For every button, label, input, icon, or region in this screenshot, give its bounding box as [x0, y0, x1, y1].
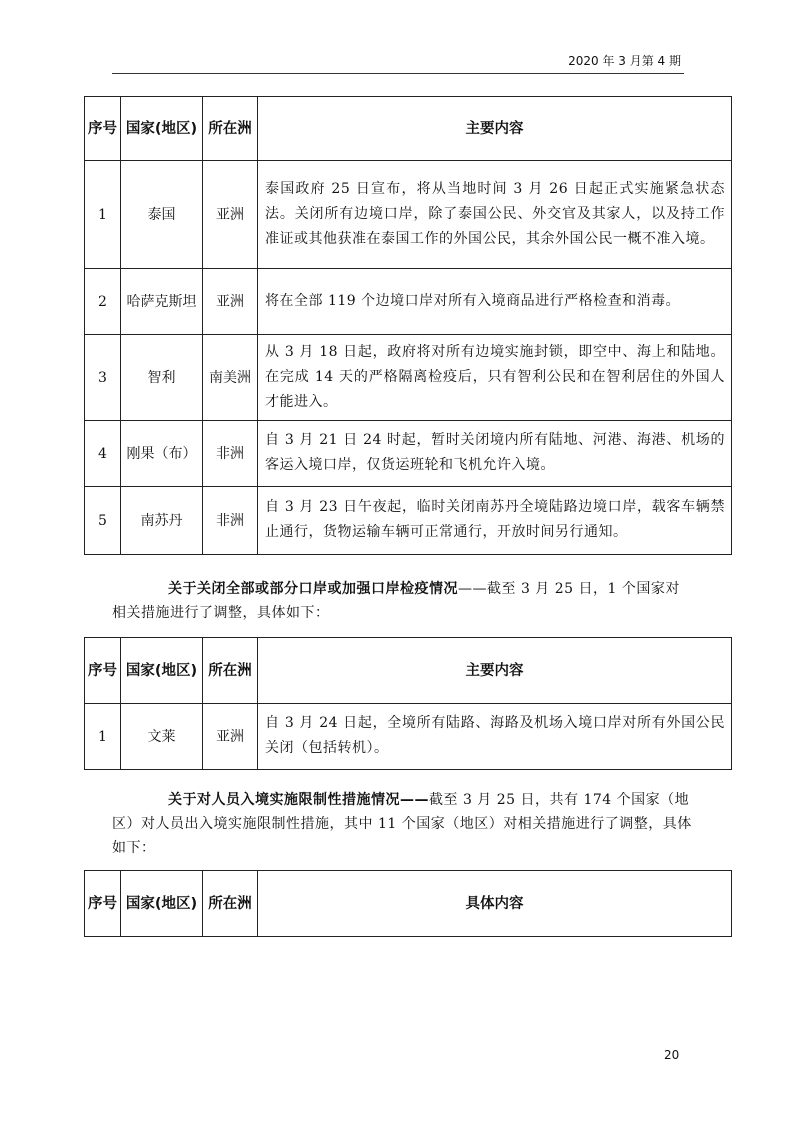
row-no: 1 — [85, 704, 121, 770]
table-header-row — [85, 871, 732, 937]
header-country: 国家(地区) — [121, 97, 203, 161]
issue-header: 2020 年 3 月第 4 期 — [568, 54, 681, 68]
row-continent: 亚洲 — [203, 704, 258, 770]
table-row — [85, 161, 732, 269]
row-country: 南苏丹 — [121, 487, 203, 555]
header-continent: 所在洲 — [203, 638, 258, 704]
table-header-row — [85, 97, 732, 161]
table-row — [85, 269, 732, 335]
table-header-row — [85, 638, 732, 704]
header-no: 序号 — [85, 871, 121, 937]
table-row — [85, 704, 732, 770]
row-country: 刚果（布） — [121, 421, 203, 487]
header-content: 具体内容 — [258, 871, 732, 937]
row-continent: 非洲 — [203, 487, 258, 555]
row-continent: 非洲 — [203, 421, 258, 487]
row-no: 1 — [85, 161, 121, 269]
paragraph-lead: 关于对人员入境实施限制性措施情况—— — [168, 792, 429, 808]
row-country: 泰国 — [121, 161, 203, 269]
border-measures-table — [84, 96, 732, 555]
row-content: 泰国政府 25 日宣布，将从当地时间 3 月 26 日起正式实施紧急状态法。关闭所有边境口岸，除了泰国公民、外交官及其家人，以及持工作准证或其他获准在泰国工作的外国公民，其余外国公民一概不准入境。 — [258, 161, 732, 269]
header-continent: 所在洲 — [203, 97, 258, 161]
row-continent: 南美洲 — [203, 335, 258, 421]
header-continent: 所在洲 — [203, 871, 258, 937]
header-no: 序号 — [85, 97, 121, 161]
paragraph-body: ——截至 3 月 25 日，1 个国家对相关措施进行了调整，具体如下： — [112, 581, 680, 621]
header-country: 国家(地区) — [121, 871, 203, 937]
row-content: 自 3 月 23 日午夜起，临时关闭南苏丹全境陆路边境口岸，载客车辆禁止通行，货物运输车辆可正常通行，开放时间另行通知。 — [258, 487, 732, 555]
port-quarantine-paragraph — [112, 577, 692, 625]
paragraph-lead: 关于关闭全部或部分口岸或加强口岸检疫情况 — [168, 581, 458, 597]
row-continent: 亚洲 — [203, 161, 258, 269]
row-no: 4 — [85, 421, 121, 487]
header-content: 主要内容 — [258, 97, 732, 161]
entry-restriction-paragraph — [112, 788, 692, 860]
row-content: 自 3 月 24 日起，全境所有陆路、海路及机场入境口岸对所有外国公民关闭（包括转机）。 — [258, 704, 732, 770]
row-continent: 亚洲 — [203, 269, 258, 335]
port-closure-table — [84, 637, 732, 770]
row-content: 自 3 月 21 日 24 时起，暂时关闭境内所有陆地、河港、海港、机场的客运入境口岸，仅货运班轮和飞机允许入境。 — [258, 421, 732, 487]
header-no: 序号 — [85, 638, 121, 704]
row-country: 文莱 — [121, 704, 203, 770]
table-row — [85, 421, 732, 487]
row-country: 哈萨克斯坦 — [121, 269, 203, 335]
table-row — [85, 487, 732, 555]
table-row — [85, 335, 732, 421]
row-no: 2 — [85, 269, 121, 335]
row-content: 将在全部 119 个边境口岸对所有入境商品进行严格检查和消毒。 — [258, 269, 732, 335]
header-rule — [112, 73, 684, 74]
page-number: 20 — [664, 1048, 680, 1062]
entry-restriction-table — [84, 870, 732, 937]
row-no: 5 — [85, 487, 121, 555]
paragraph-body: 截至 3 月 25 日，共有 174 个国家（地区）对人员出入境实施限制性措施，其中 11 个国家（地区）对相关措施进行了调整，具体如下： — [112, 792, 692, 856]
row-country: 智利 — [121, 335, 203, 421]
row-content: 从 3 月 18 日起，政府将对所有边境实施封锁，即空中、海上和陆地。在完成 14 天的严格隔离检疫后，只有智利公民和在智利居住的外国人才能进入。 — [258, 335, 732, 421]
row-no: 3 — [85, 335, 121, 421]
header-country: 国家(地区) — [121, 638, 203, 704]
header-content: 主要内容 — [258, 638, 732, 704]
